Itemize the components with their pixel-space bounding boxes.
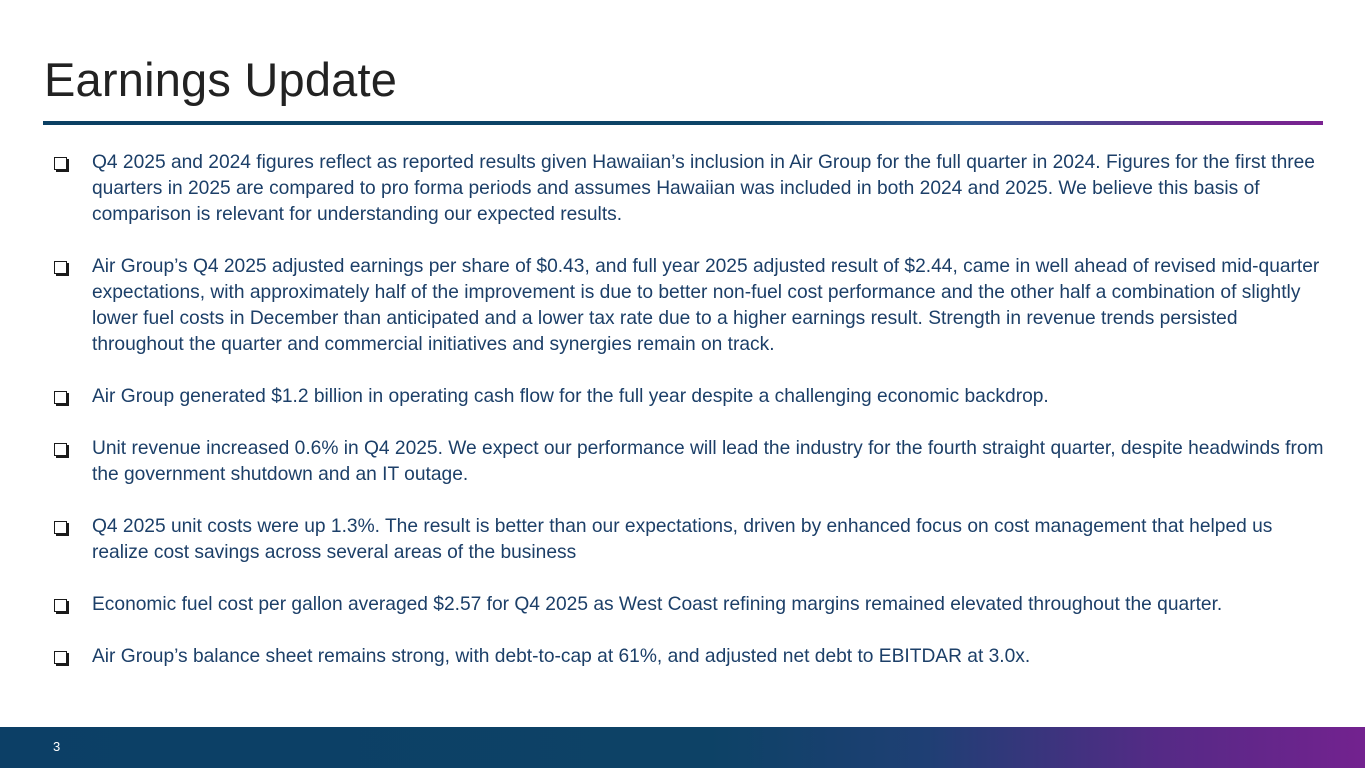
title-divider <box>43 121 1323 125</box>
page-title: Earnings Update <box>44 53 398 106</box>
bullet-list <box>54 150 1324 670</box>
bullet-text: Air Group’s Q4 2025 adjusted earnings per share of $0.43, and full year 2025 adjusted result of $2.44, came in well ahead of revised mid-quarter expectations, with approximately half of the improvement is due to better non-fuel cost performance and the other half a combination of slightly lower fuel costs in December than anticipated and a lower tax rate due to a higher earnings result. Strength in revenue trends persisted throughout the quarter and commercial initiatives and synergies remain on track. <box>92 256 1320 355</box>
list-item <box>54 592 1324 618</box>
list-item <box>54 436 1324 488</box>
bullet-text: Unit revenue increased 0.6% in Q4 2025. We expect our performance will lead the industry for the fourth straight quarter, despite headwinds from the government shutdown and an IT outage. <box>92 438 1324 485</box>
checkbox-bullet-icon <box>54 443 67 456</box>
bullet-text: Economic fuel cost per gallon averaged $2.57 for Q4 2025 as West Coast refining margins remained elevated throughout the quarter. <box>92 594 1223 615</box>
checkbox-bullet-icon <box>54 599 67 612</box>
list-item <box>54 150 1324 228</box>
bullet-text: Q4 2025 and 2024 figures reflect as reported results given Hawaiian’s inclusion in Air Group for the full quarter in 2024. Figures for the first three quarters in 2025 are compared to pro forma periods and assumes Hawaiian was included in both 2024 and 2025. We believe this basis of comparison is relevant for understanding our expected results. <box>92 152 1315 225</box>
list-item <box>54 644 1324 670</box>
bullet-text: Q4 2025 unit costs were up 1.3%. The result is better than our expectations, driven by enhanced focus on cost management that helped us realize cost savings across several areas of the business <box>92 516 1273 563</box>
checkbox-bullet-icon <box>54 391 67 404</box>
checkbox-bullet-icon <box>54 157 67 170</box>
footer-bar <box>0 727 1365 768</box>
bullet-text: Air Group generated $1.2 billion in operating cash flow for the full year despite a challenging economic backdrop. <box>92 386 1049 407</box>
bullet-text: Air Group’s balance sheet remains strong, with debt-to-cap at 61%, and adjusted net debt to EBITDAR at 3.0x. <box>92 646 1031 667</box>
list-item <box>54 254 1324 358</box>
list-item <box>54 514 1324 566</box>
page-number: 3 <box>53 739 61 754</box>
checkbox-bullet-icon <box>54 651 67 664</box>
list-item <box>54 384 1324 410</box>
checkbox-bullet-icon <box>54 261 67 274</box>
checkbox-bullet-icon <box>54 521 67 534</box>
